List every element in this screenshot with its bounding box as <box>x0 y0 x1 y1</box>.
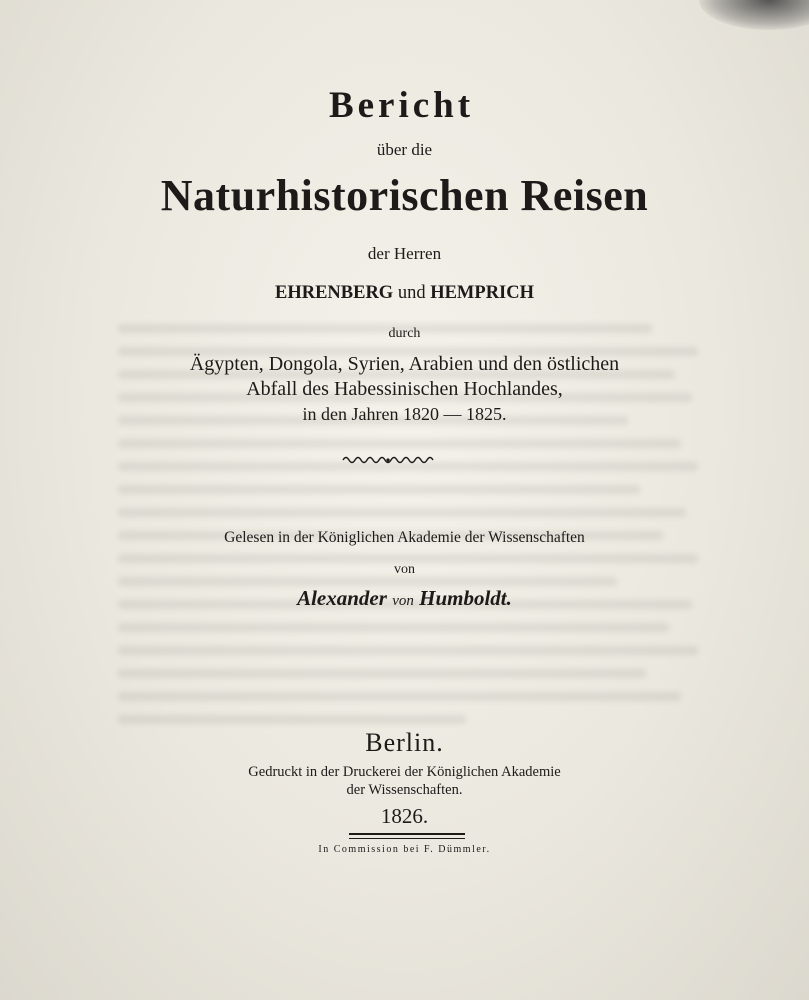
traveler-name-2: HEMPRICH <box>430 283 535 303</box>
year-rule <box>349 833 465 835</box>
by-line: von <box>394 562 415 577</box>
author-particle: von <box>392 593 414 609</box>
title-connector: über die <box>376 140 433 159</box>
main-title: Naturhistorischen Reisen <box>160 171 649 220</box>
imprint-city: Berlin. <box>365 728 444 757</box>
publication-year: 1826. <box>380 804 429 828</box>
gentlemen-line: der Herren <box>367 244 442 263</box>
through-line: durch <box>388 326 421 341</box>
regions-line-2: Abfall des Habessinischen Hochlandes, <box>246 378 563 400</box>
regions-line-1: Ägypten, Dongola, Syrien, Arabien und den östlichen <box>189 353 620 375</box>
author-name <box>0 586 809 611</box>
traveler-name-1: EHRENBERG <box>274 283 394 303</box>
years-line: in den Jahren 1820 — 1825. <box>302 404 507 424</box>
read-at-line: Gelesen in der Königlichen Akademie der Wissenschaften <box>224 529 585 546</box>
author-first-name: Alexander <box>297 586 387 610</box>
author-last-name: Humboldt. <box>419 586 512 610</box>
year-rule-thin <box>349 838 465 839</box>
commission-line: In Commission bei F. Dümmler. <box>318 844 491 855</box>
page-corner-shadow <box>699 0 809 30</box>
academy-line: der Wissenschaften. <box>346 782 463 798</box>
page-title: Bericht <box>328 85 475 126</box>
printer-line: Gedruckt in der Druckerei der Königlichen Akademie <box>248 764 561 780</box>
names-conjunction: und <box>397 283 426 303</box>
traveler-names <box>0 283 809 304</box>
ornament-divider <box>341 454 435 466</box>
